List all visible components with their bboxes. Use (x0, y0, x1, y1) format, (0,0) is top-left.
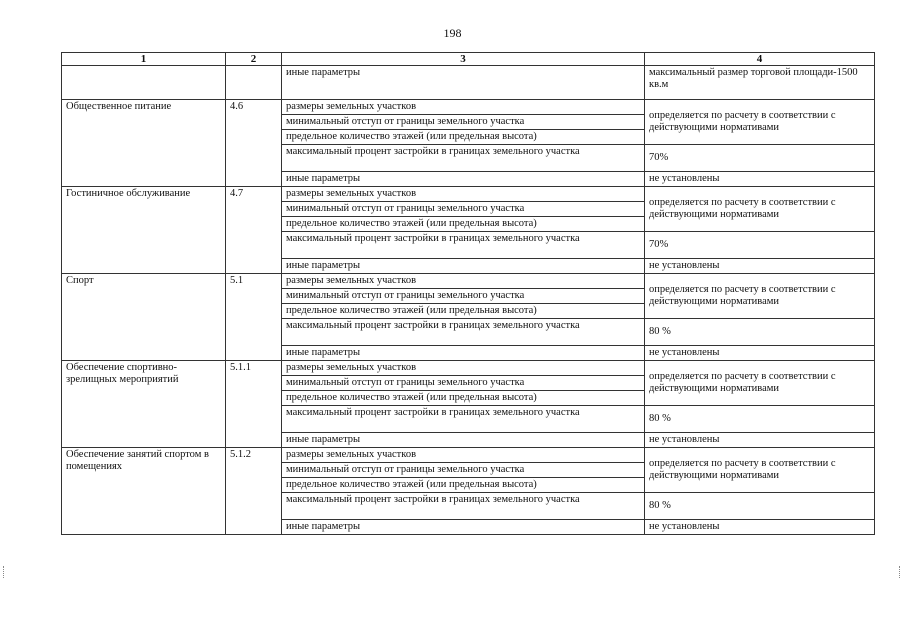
param-cell: предельное количество этажей (или предельная высота) (282, 130, 645, 145)
header-cell: 4 (645, 53, 875, 66)
code-cell: 5.1.2 (226, 448, 282, 535)
header-cell: 1 (62, 53, 226, 66)
scan-edge-mark (3, 566, 7, 578)
param-cell: предельное количество этажей (или предельная высота) (282, 304, 645, 319)
table-row (62, 274, 875, 289)
code-cell: 4.6 (226, 100, 282, 187)
param-cell: максимальный процент застройки в границах земельного участка (282, 319, 645, 346)
use-name-cell: Спорт (62, 274, 226, 361)
page-number: 198 (443, 26, 462, 40)
value-cell: максимальный размер торговой площади-1500 кв.м (645, 66, 875, 100)
param-cell: иные параметры (282, 520, 645, 535)
value-cell: определяется по расчету в соответствии с действующими нормативами (645, 100, 875, 145)
param-cell: размеры земельных участков (282, 361, 645, 376)
value-cell: не установлены (645, 520, 875, 535)
param-cell: предельное количество этажей (или предельная высота) (282, 217, 645, 232)
header-cell: 3 (282, 53, 645, 66)
header-cell: 2 (226, 53, 282, 66)
param-cell: минимальный отступ от границы земельного участка (282, 289, 645, 304)
code-cell: 5.1.1 (226, 361, 282, 448)
use-name-cell (62, 66, 226, 100)
value-cell: определяется по расчету в соответствии с действующими нормативами (645, 361, 875, 406)
param-cell: предельное количество этажей (или предельная высота) (282, 391, 645, 406)
table-row (62, 66, 875, 100)
param-cell: минимальный отступ от границы земельного участка (282, 202, 645, 217)
code-cell (226, 66, 282, 100)
param-cell: размеры земельных участков (282, 274, 645, 289)
param-cell: минимальный отступ от границы земельного участка (282, 376, 645, 391)
value-cell: 80 % (645, 319, 875, 346)
use-name-cell: Обеспечение занятий спортом в помещениях (62, 448, 226, 535)
value-cell: не установлены (645, 172, 875, 187)
param-cell: максимальный процент застройки в границах земельного участка (282, 145, 645, 172)
value-cell: определяется по расчету в соответствии с действующими нормативами (645, 274, 875, 319)
param-cell: иные параметры (282, 172, 645, 187)
table-row (62, 100, 875, 115)
table-row (62, 187, 875, 202)
value-cell: 80 % (645, 493, 875, 520)
param-cell: иные параметры (282, 346, 645, 361)
value-cell: определяется по расчету в соответствии с действующими нормативами (645, 448, 875, 493)
header-row (62, 53, 875, 66)
value-cell: не установлены (645, 346, 875, 361)
value-cell: определяется по расчету в соответствии с действующими нормативами (645, 187, 875, 232)
param-cell: иные параметры (282, 433, 645, 448)
param-cell: максимальный процент застройки в границах земельного участка (282, 493, 645, 520)
param-cell: иные параметры (282, 259, 645, 274)
value-cell: 70% (645, 145, 875, 172)
param-cell: максимальный процент застройки в границах земельного участка (282, 232, 645, 259)
param-cell: иные параметры (282, 66, 645, 100)
value-cell: 80 % (645, 406, 875, 433)
param-cell: размеры земельных участков (282, 448, 645, 463)
code-cell: 4.7 (226, 187, 282, 274)
use-name-cell: Общественное питание (62, 100, 226, 187)
param-cell: предельное количество этажей (или предельная высота) (282, 478, 645, 493)
scan-edge-mark (899, 566, 903, 578)
regulations-table (61, 52, 875, 535)
table-row (62, 448, 875, 463)
value-cell: не установлены (645, 259, 875, 274)
param-cell: минимальный отступ от границы земельного участка (282, 463, 645, 478)
value-cell: не установлены (645, 433, 875, 448)
param-cell: размеры земельных участков (282, 187, 645, 202)
use-name-cell: Обеспечение спортивно-зрелищных мероприятий (62, 361, 226, 448)
param-cell: максимальный процент застройки в границах земельного участка (282, 406, 645, 433)
param-cell: минимальный отступ от границы земельного участка (282, 115, 645, 130)
use-name-cell: Гостиничное обслуживание (62, 187, 226, 274)
table-row (62, 361, 875, 376)
value-cell: 70% (645, 232, 875, 259)
code-cell: 5.1 (226, 274, 282, 361)
param-cell: размеры земельных участков (282, 100, 645, 115)
